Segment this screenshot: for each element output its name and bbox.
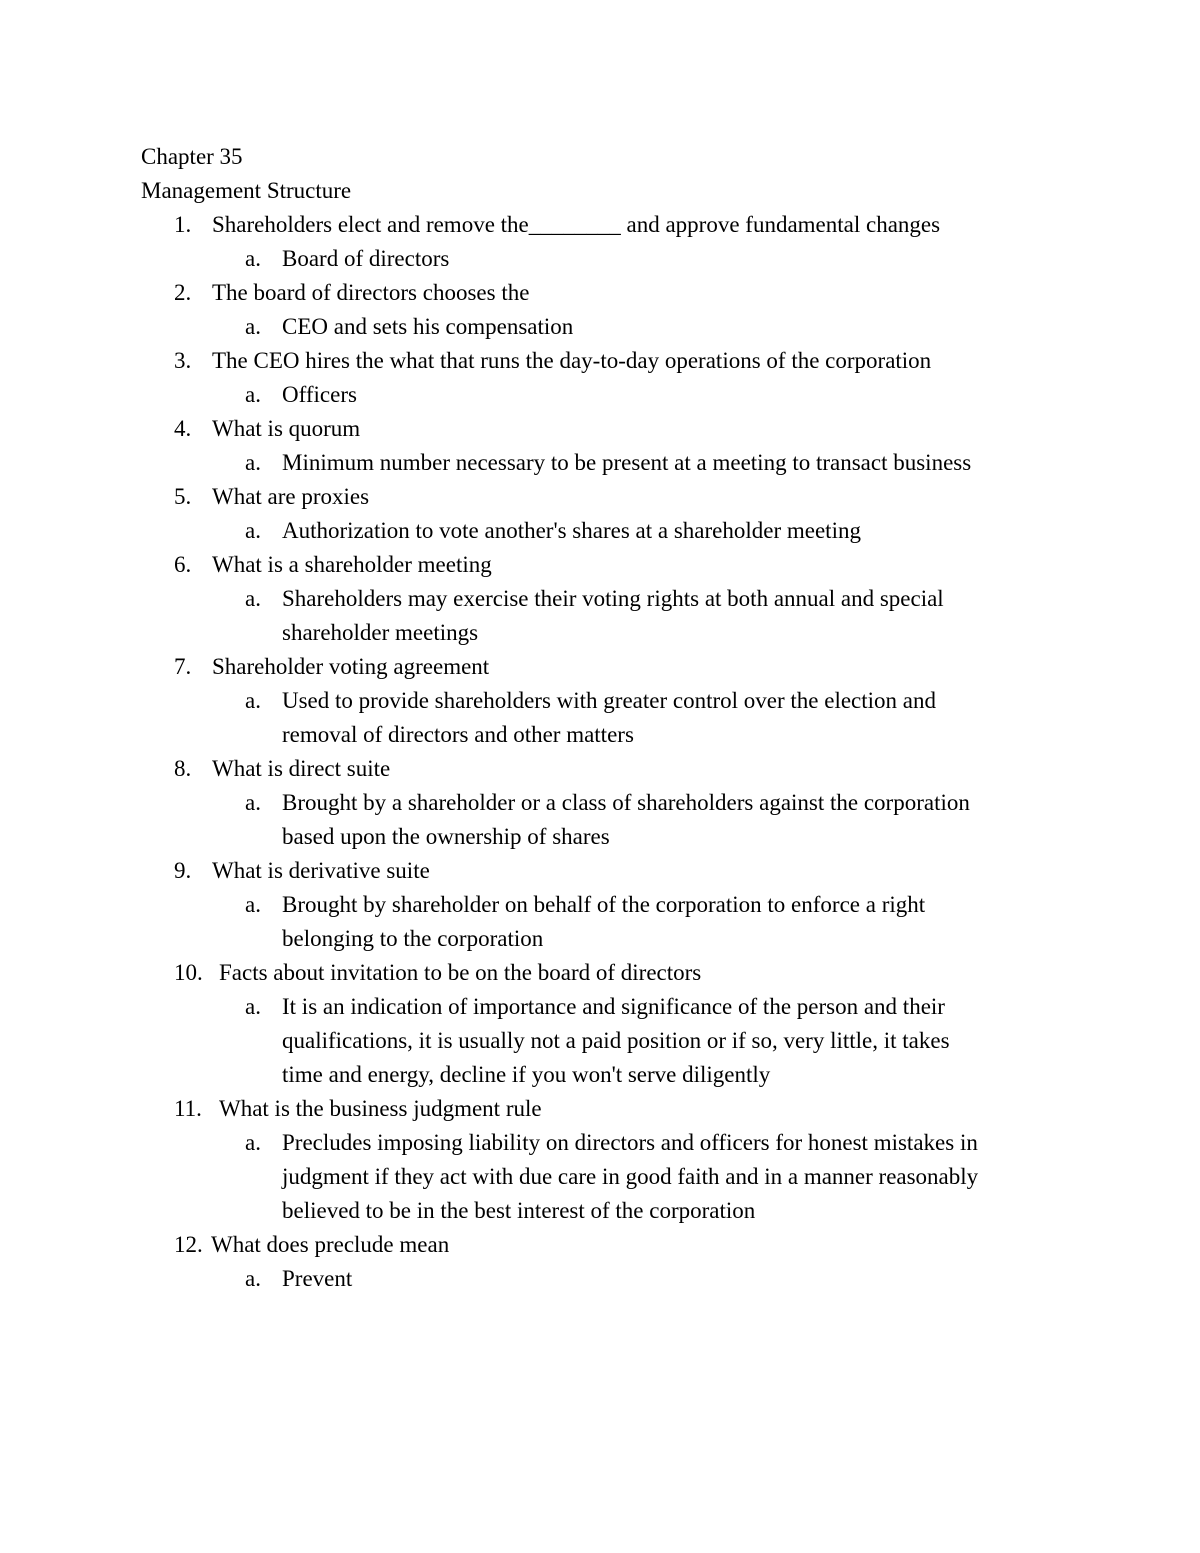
answer-text: Used to provide shareholders with greater control over the election and removal of directors and other matters <box>282 688 936 747</box>
answer-text: Brought by shareholder on behalf of the corporation to enforce a right belonging to the corporation <box>282 892 926 951</box>
question-item <box>141 956 1081 990</box>
question-text: The board of directors chooses the <box>212 280 530 305</box>
question-text: What is the business judgment rule <box>219 1096 542 1121</box>
question-text: The CEO hires the what that runs the day-to-day operations of the corporation <box>212 348 932 373</box>
answer-letter: a. <box>245 1130 261 1155</box>
answer-item <box>141 684 1081 752</box>
question-item <box>141 480 1081 514</box>
answer-text: Brought by a shareholder or a class of shareholders against the corporation based upon the ownership of shares <box>282 790 970 849</box>
question-text: What are proxies <box>212 484 370 509</box>
question-text: What is quorum <box>212 416 361 441</box>
notes-body <box>141 140 1081 1296</box>
answer-text: CEO and sets his compensation <box>282 314 574 339</box>
answer-letter: a. <box>245 892 261 917</box>
answer-letter: a. <box>245 586 261 611</box>
question-text: What does preclude mean <box>211 1232 450 1257</box>
question-number: 4. <box>174 416 192 441</box>
answer-text: It is an indication of importance and significance of the person and their qualifications, it is usually not a paid position or if so, very little, it takes time and energy, decline if you won't serve diligently <box>282 994 950 1087</box>
answer-letter: a. <box>245 314 261 339</box>
answer-letter: a. <box>245 450 261 475</box>
answer-text: Board of directors <box>282 246 450 271</box>
question-item <box>141 548 1081 582</box>
question-text: What is direct suite <box>212 756 391 781</box>
answer-text: Officers <box>282 382 357 407</box>
answer-letter: a. <box>245 518 261 543</box>
question-item <box>141 412 1081 446</box>
answer-letter: a. <box>245 994 261 1019</box>
question-item <box>141 854 1081 888</box>
question-item <box>141 752 1081 786</box>
answer-item <box>141 786 1081 854</box>
answer-item <box>141 310 1081 344</box>
section-heading: Management Structure <box>141 178 352 203</box>
answer-item <box>141 1126 1081 1228</box>
question-number: 8. <box>174 756 192 781</box>
question-number: 5. <box>174 484 192 509</box>
question-item <box>141 1092 1081 1126</box>
answer-text: Shareholders may exercise their voting rights at both annual and special shareholder meetings <box>282 586 944 645</box>
answer-item <box>141 990 1081 1092</box>
answer-text: Prevent <box>282 1266 353 1291</box>
question-number: 11. <box>174 1096 202 1121</box>
answer-letter: a. <box>245 1266 261 1291</box>
answer-text: Minimum number necessary to be present at a meeting to transact business <box>282 450 972 475</box>
answer-item <box>141 242 1081 276</box>
question-number: 9. <box>174 858 192 883</box>
question-item <box>141 344 1081 378</box>
answer-item <box>141 1262 1081 1296</box>
answer-item <box>141 582 1081 650</box>
answer-item <box>141 378 1081 412</box>
question-item <box>141 208 1081 242</box>
answer-item <box>141 514 1081 548</box>
answer-item <box>141 446 1081 480</box>
question-number: 3. <box>174 348 192 373</box>
answer-text: Authorization to vote another's shares at a shareholder meeting <box>282 518 861 543</box>
answer-text: Precludes imposing liability on directors and officers for honest mistakes in judgment if they act with due care in good faith and in a manner reasonably believed to be in the best interest of the corporation <box>282 1130 979 1223</box>
question-item <box>141 1228 1081 1262</box>
answer-letter: a. <box>245 382 261 407</box>
question-item <box>141 276 1081 310</box>
question-text: Shareholder voting agreement <box>212 654 490 679</box>
answer-item <box>141 888 1081 956</box>
answer-letter: a. <box>245 246 261 271</box>
question-text: Facts about invitation to be on the board of directors <box>219 960 702 985</box>
question-number: 10. <box>174 960 203 985</box>
question-text: Shareholders elect and remove the________ and approve fundamental changes <box>212 212 941 237</box>
question-text: What is a shareholder meeting <box>212 552 492 577</box>
question-number: 1. <box>174 212 192 237</box>
question-number: 7. <box>174 654 192 679</box>
question-text: What is derivative suite <box>212 858 430 883</box>
answer-letter: a. <box>245 688 261 713</box>
answer-letter: a. <box>245 790 261 815</box>
question-number: 12. <box>174 1232 203 1257</box>
question-number: 2. <box>174 280 192 305</box>
chapter-heading: Chapter 35 <box>141 144 243 169</box>
question-item <box>141 650 1081 684</box>
question-number: 6. <box>174 552 192 577</box>
